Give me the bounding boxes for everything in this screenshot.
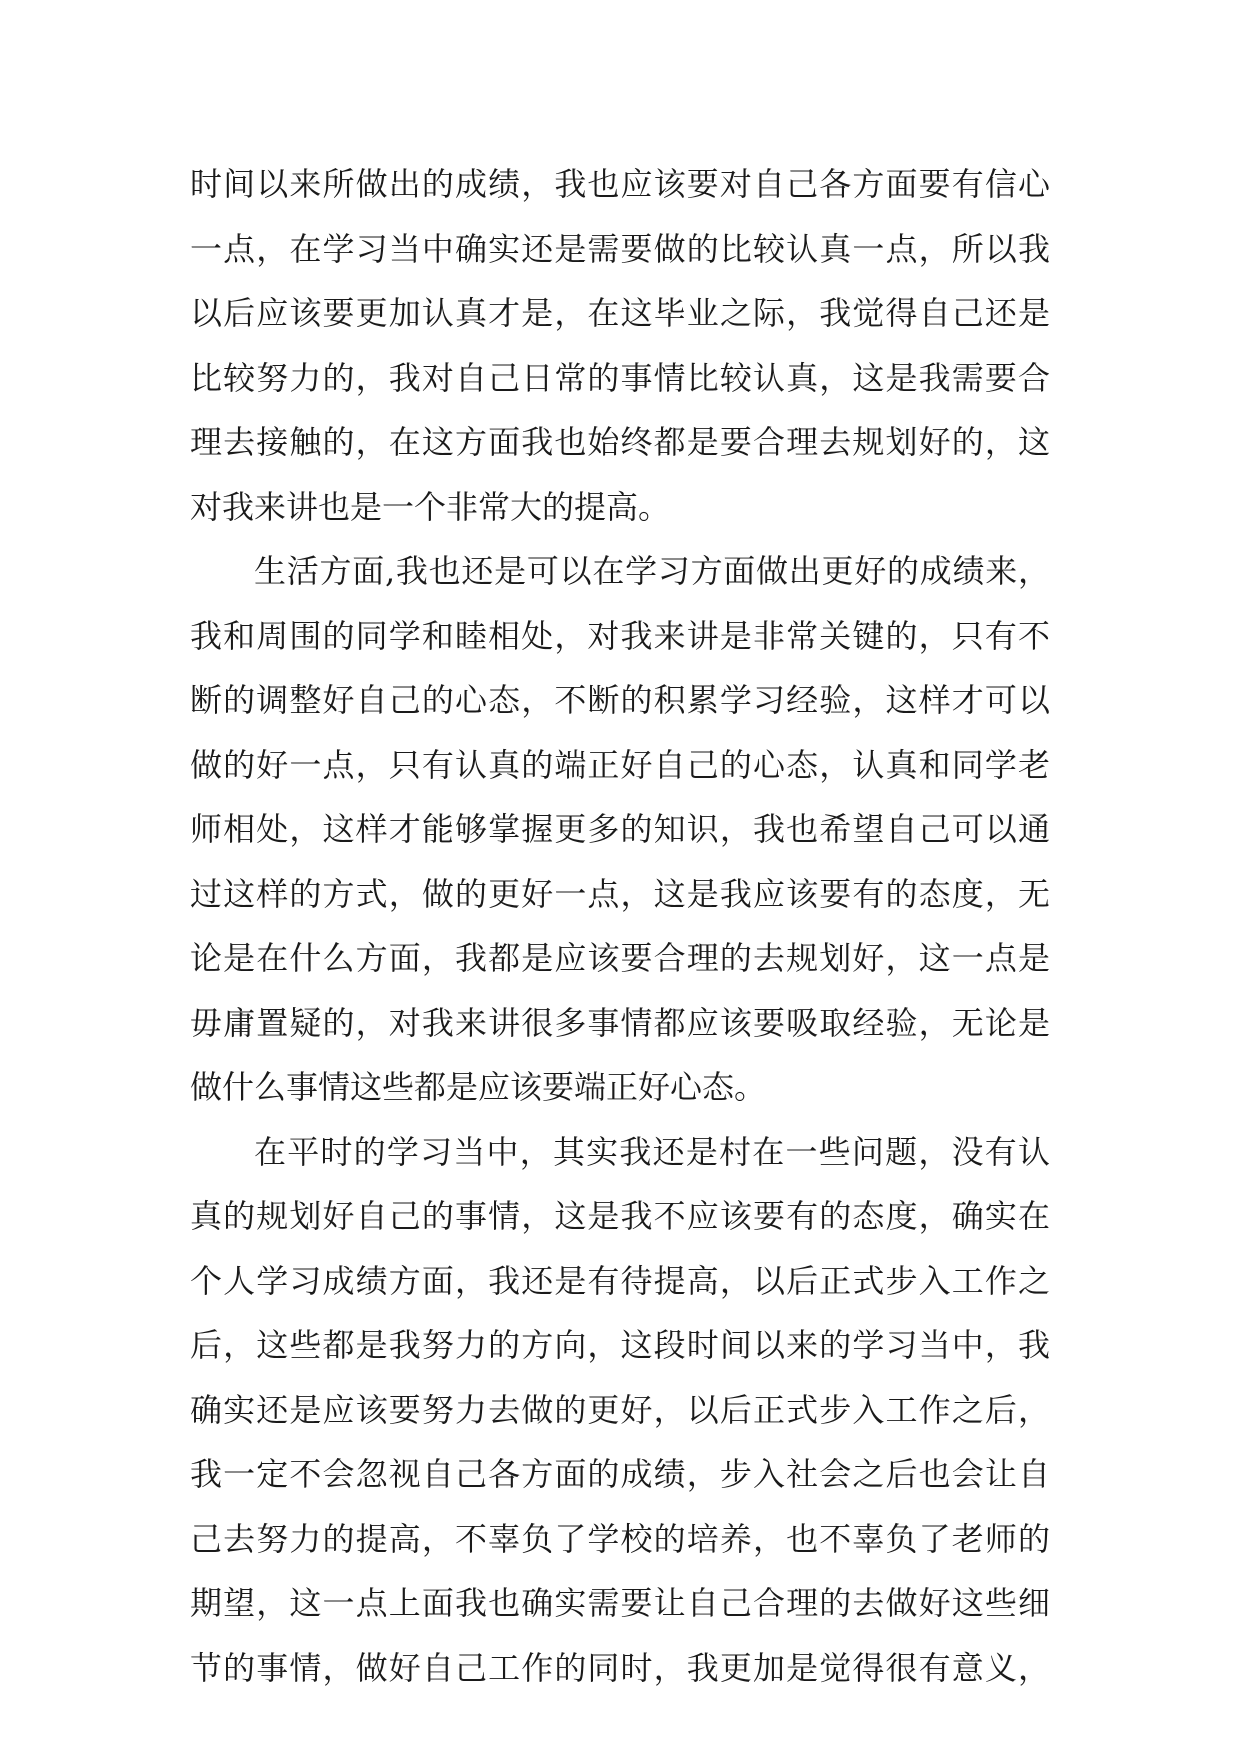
text-line: 理去接触的，在这方面我也始终都是要合理去规划好的，这 [190, 423, 1050, 461]
body-text [190, 152, 1050, 1700]
text-line: 一点，在学习当中确实还是需要做的比较认真一点，所以我 [190, 229, 1050, 268]
text-line: 比较努力的，我对自己日常的事情比较认真，这是我需要合 [190, 358, 1050, 397]
text-line: 做什么事情这些都是应该要端正好心态。 [190, 1068, 767, 1106]
text-line: 后，这些都是我努力的方向，这段时间以来的学习当中，我 [190, 1326, 1050, 1364]
text-line: 以后应该要更加认真才是，在这毕业之际，我觉得自己还是 [190, 294, 1050, 332]
text-line: 确实还是应该要努力去做的更好，以后正式步入工作之后， [190, 1390, 1050, 1429]
text-line: 毋庸置疑的，对我来讲很多事情都应该要吸取经验，无论是 [190, 1003, 1050, 1042]
text-line: 师相处，这样才能够掌握更多的知识，我也希望自己可以通 [190, 810, 1050, 848]
text-line: 在平时的学习当中，其实我还是村在一些问题，没有认 [254, 1132, 1050, 1171]
text-line: 做的好一点，只有认真的端正好自己的心态，认真和同学老 [190, 745, 1050, 784]
text-line: 我和周围的同学和睦相处，对我来讲是非常关键的，只有不 [190, 616, 1050, 655]
text-line: 己去努力的提高，不辜负了学校的培养，也不辜负了老师的 [190, 1519, 1050, 1558]
text-line: 断的调整好自己的心态，不断的积累学习经验，这样才可以 [190, 681, 1050, 719]
text-line: 我一定不会忽视自己各方面的成绩，步入社会之后也会让自 [190, 1455, 1050, 1493]
text-line: 真的规划好自己的事情，这是我不应该要有的态度，确实在 [190, 1197, 1050, 1235]
text-line: 期望，这一点上面我也确实需要让自己合理的去做好这些细 [190, 1584, 1050, 1622]
text-line: 论是在什么方面，我都是应该要合理的去规划好，这一点是 [190, 939, 1050, 977]
text-line: 生活方面,我也还是可以在学习方面做出更好的成绩来， [254, 552, 1050, 590]
text-line: 时间以来所做出的成绩，我也应该要对自己各方面要有信心 [190, 165, 1050, 203]
text-line: 节的事情，做好自己工作的同时，我更加是觉得很有意义， [190, 1648, 1050, 1687]
text-line: 对我来讲也是一个非常大的提高。 [190, 487, 671, 526]
text-line: 个人学习成绩方面，我还是有待提高，以后正式步入工作之 [190, 1261, 1050, 1300]
text-line: 过这样的方式，做的更好一点，这是我应该要有的态度，无 [190, 874, 1050, 913]
